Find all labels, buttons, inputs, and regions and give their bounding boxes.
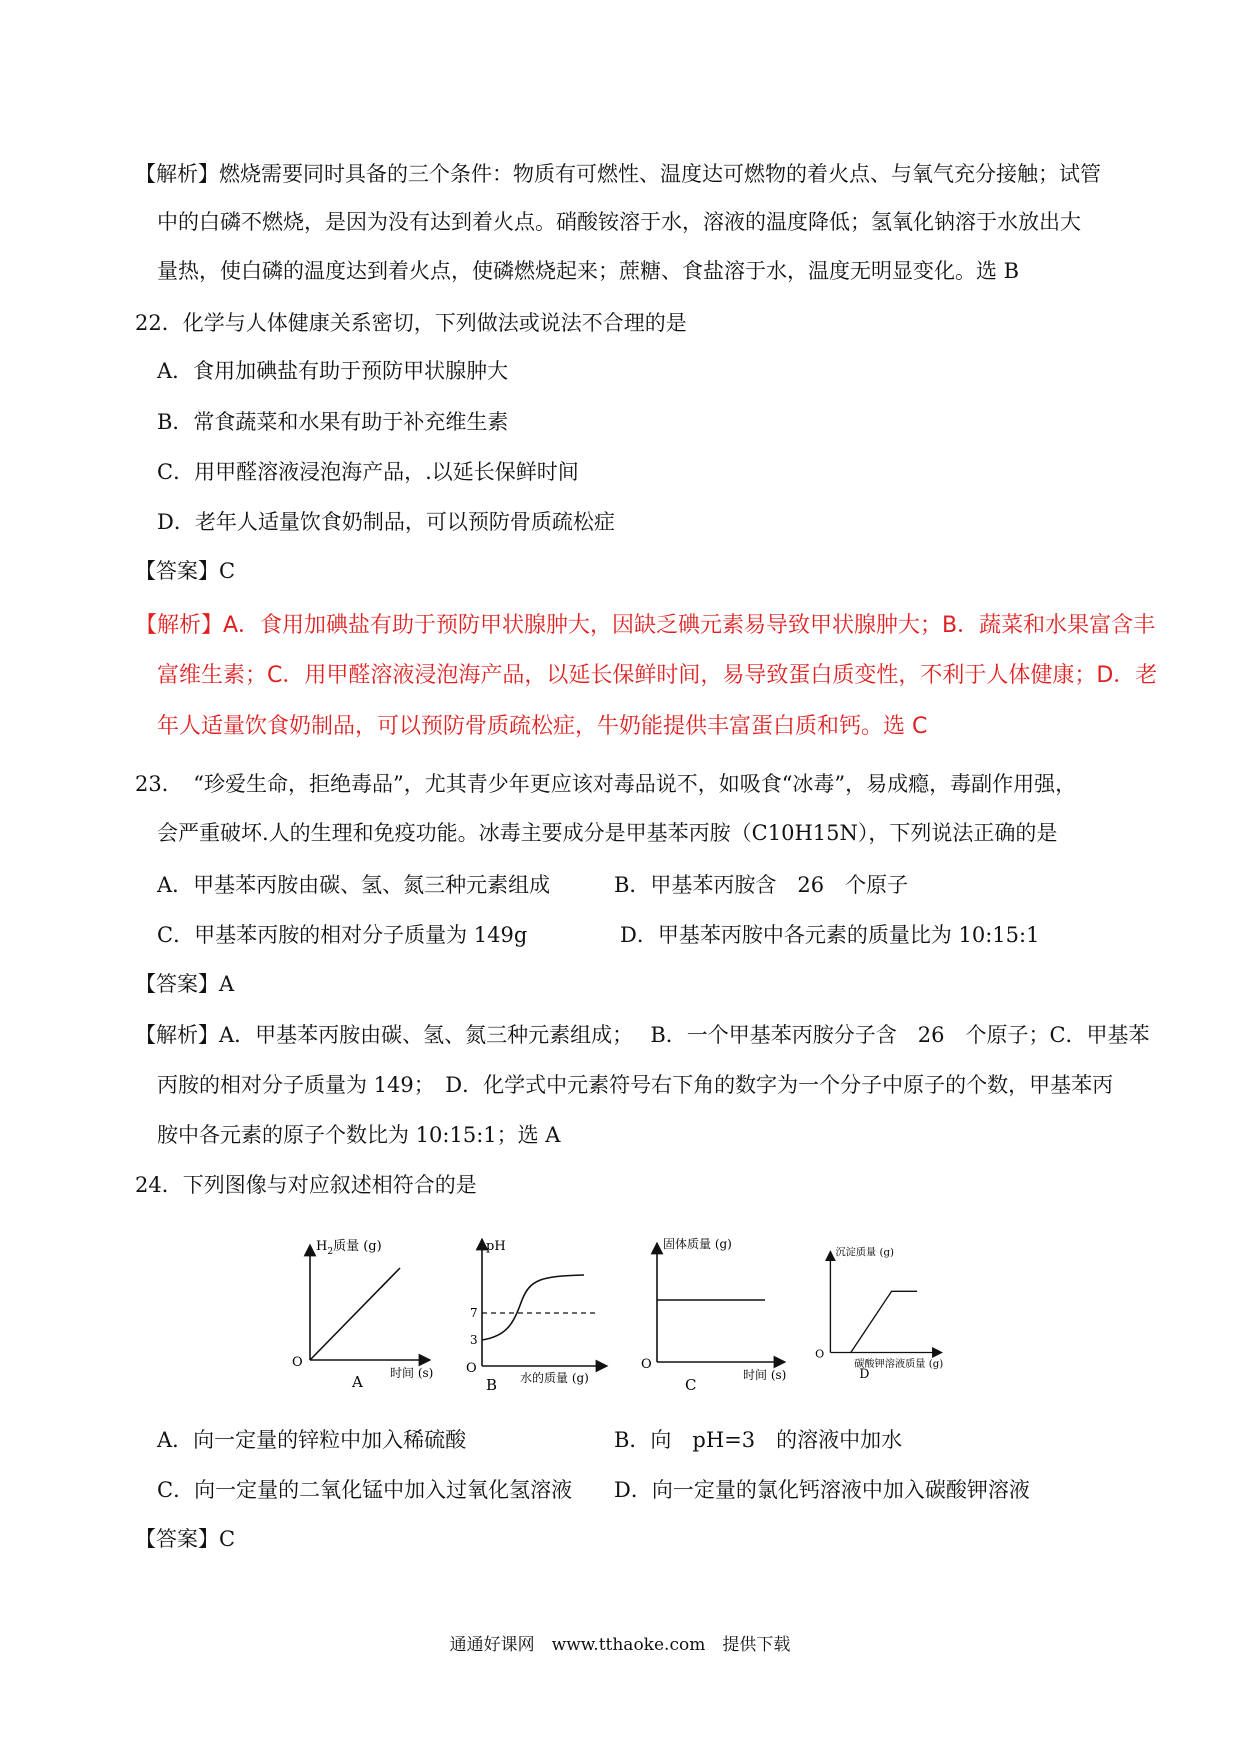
graph-c-caption: C	[685, 1376, 697, 1390]
q21-analysis-line-3: 量热，使白磷的温度达到着火点，使磷燃烧起来；蔗糖、食盐溶于水，温度无明显变化。选 B	[157, 259, 1020, 283]
q23-analysis-line-2: 丙胺的相对分子质量为 149； D．化学式中元素符号右下角的数字为一个分子中原子的个数，甲基苯丙	[157, 1073, 1114, 1097]
graph-b	[458, 1230, 628, 1390]
q22-option-a: A．食用加碘盐有助于预防甲状腺肿大	[157, 359, 509, 383]
graph-b-ylabel: pH	[486, 1239, 506, 1254]
q21-analysis-line-1: 【解析】燃烧需要同时具备的三个条件：物质有可燃性、温度达可燃物的着火点、与氧气充分接触；试管	[135, 162, 1101, 186]
q22-option-d: D．老年人适量饮食奶制品，可以预防骨质疏松症	[157, 510, 615, 534]
graph-b-xlabel: 水的质量 (g)	[520, 1371, 589, 1385]
q21-analysis-line-2: 中的白磷不燃烧，是因为没有达到着火点。硝酸铵溶于水，溶液的温度降低；氢氧化钠溶于水放出大	[157, 210, 1081, 234]
q24-answer: 【答案】C	[135, 1527, 236, 1551]
graph-d-curve	[851, 1291, 917, 1352]
graph-d-xlabel: 碳酸钾溶液质量 (g)	[854, 1358, 944, 1370]
graph-a-curve	[310, 1268, 400, 1360]
graph-d-ylabel: 沉淀质量 (g)	[835, 1247, 894, 1259]
graph-b-tick-3: 3	[470, 1333, 478, 1347]
graph-a-origin: O	[292, 1355, 303, 1370]
graph-c-origin: O	[641, 1357, 652, 1372]
graph-b-curve	[482, 1275, 584, 1340]
q23-analysis-line-1: 【解析】A．甲基苯丙胺由碳、氢、氮三种元素组成； B．一个甲基苯丙胺分子含 26 个原子；C．甲基苯	[135, 1023, 1150, 1047]
graph-a	[290, 1230, 460, 1390]
q22-analysis-line-3: 年人适量饮食奶制品，可以预防骨质疏松症，牛奶能提供丰富蛋白质和钙。选 C	[157, 714, 928, 739]
graph-c-xlabel: 时间 (s)	[743, 1368, 787, 1382]
graph-a-ylabel: $H_2$质量 (g)	[316, 1239, 382, 1257]
graph-c-ylabel: 固体质量 (g)	[663, 1237, 732, 1251]
graph-a-xlabel: 时间 (s)	[390, 1366, 434, 1380]
q22-option-b: B．常食蔬菜和水果有助于补充维生素	[157, 410, 509, 434]
graph-d	[810, 1230, 980, 1390]
page-footer: 通通好课网 www.tthaoke.com 提供下载	[449, 1635, 791, 1655]
q23-option-a: A．甲基苯丙胺由碳、氢、氮三种元素组成	[157, 873, 551, 897]
graph-d-caption: D	[859, 1367, 870, 1382]
q24-option-b: B．向 pH=3 的溶液中加水	[614, 1428, 903, 1452]
q23-answer: 【答案】A	[135, 972, 235, 996]
graph-b-origin: O	[466, 1361, 477, 1376]
q23-stem-line-2: 会严重破坏.人的生理和免疫功能。冰毒主要成分是甲基苯丙胺（C10H15N），下列说法正确的是	[157, 821, 1058, 845]
q22-stem: 22．化学与人体健康关系密切，下列做法或说法不合理的是	[135, 311, 687, 335]
q24-option-a: A．向一定量的锌粒中加入稀硫酸	[157, 1428, 467, 1452]
q22-analysis-line-2: 富维生素；C．用甲醛溶液浸泡海产品，以延长保鲜时间，易导致蛋白质变性，不利于人体健康；D．老	[157, 663, 1158, 688]
graph-c	[635, 1230, 805, 1390]
q23-option-b: B．甲基苯丙胺含 26 个原子	[614, 873, 909, 897]
q23-option-d: D．甲基苯丙胺中各元素的质量比为 10:15:1	[620, 923, 1040, 947]
q22-analysis-line-1: 【解析】A．食用加碘盐有助于预防甲状腺肿大，因缺乏碘元素易导致甲状腺肿大；B．蔬菜和水果富含丰	[135, 613, 1156, 638]
q23-analysis-line-3: 胺中各元素的原子个数比为 10:15:1；选 A	[157, 1123, 561, 1147]
q22-option-c: C．用甲醛溶液浸泡海产品，.以延长保鲜时间	[157, 460, 579, 484]
q23-stem-line-1: 23． “珍爱生命，拒绝毒品”，尤其青少年更应该对毒品说不，如吸食“冰毒”，易成瘾，毒副作用强，	[135, 772, 1077, 796]
graph-d-origin: O	[815, 1347, 825, 1361]
q24-graphs	[290, 1230, 1010, 1390]
q24-stem: 24．下列图像与对应叙述相符合的是	[135, 1173, 477, 1197]
q22-answer: 【答案】C	[135, 559, 236, 583]
q24-option-d: D．向一定量的氯化钙溶液中加入碳酸钾溶液	[614, 1478, 1030, 1502]
graph-a-caption: A	[352, 1373, 363, 1390]
graph-b-tick-7: 7	[470, 1306, 478, 1320]
q23-option-c: C．甲基苯丙胺的相对分子质量为 149g	[157, 923, 528, 947]
q24-option-c: C．向一定量的二氧化锰中加入过氧化氢溶液	[157, 1478, 573, 1502]
graph-b-caption: B	[486, 1376, 498, 1390]
